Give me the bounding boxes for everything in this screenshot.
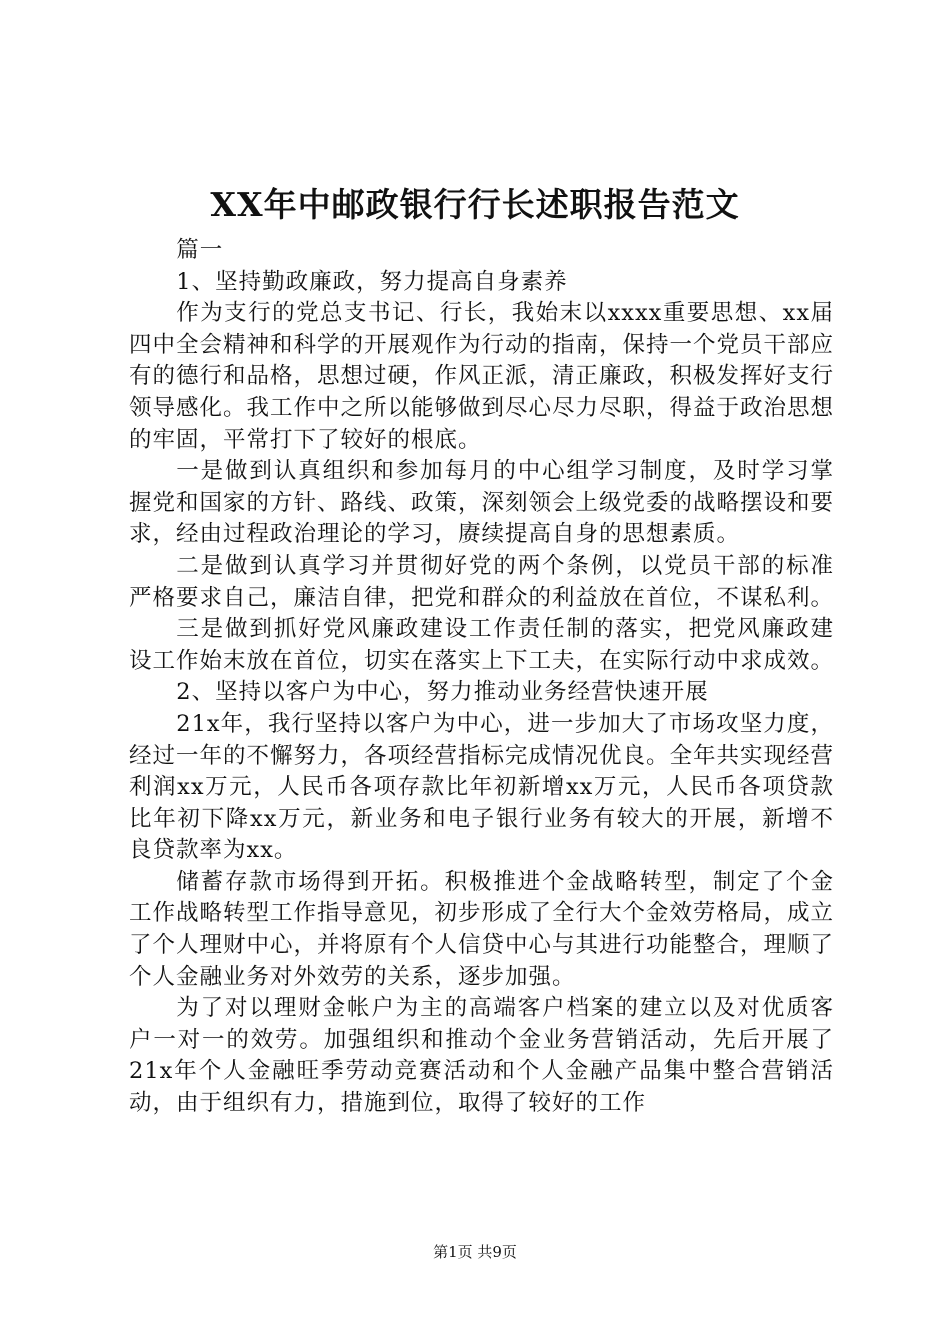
section-heading-2: 2、坚持以客户为中心，努力推动业务经营快速开展: [176, 679, 709, 706]
paragraph: 储蓄存款市场得到开拓。积极推进个金战略转型，制定了个金工作战略转型工作指导意见，初步形成了全行大个金效劳格局，成立了个人理财中心，并将原有个人信贷中心与其进行功能整合，理顺了个人金融业务对外效劳的关系，逐步加强。: [129, 868, 835, 990]
document-title: XX年中邮政银行行长述职报告范文: [210, 185, 740, 224]
page-footer: 第1页 共9页: [433, 1243, 517, 1261]
section-label: 篇一: [176, 237, 224, 263]
paragraph: 一是做到认真组织和参加每月的中心组学习制度，及时学习掌握党和国家的方针、路线、政策，深刻领会上级党委的战略摆设和要求，经由过程政治理论的学习，赓续提高自身的思想素质。: [129, 458, 835, 548]
paragraph: 二是做到认真学习并贯彻好党的两个条例，以党员干部的标准严格要求自己，廉洁自律，把党和群众的利益放在首位，不谋私利。: [129, 552, 835, 611]
section-heading-1: 1、坚持勤政廉政，努力提高自身素养: [176, 268, 568, 295]
paragraph: 为了对以理财金帐户为主的高端客户档案的建立以及对优质客户一对一的效劳。加强组织和推动个金业务营销活动，先后开展了21x年个人金融旺季劳动竞赛活动和个人金融产品集中整合营销活动，由于组织有力，措施到位，取得了较好的工作: [129, 995, 834, 1117]
paragraph: 21x年，我行坚持以客户为中心，进一步加大了市场攻坚力度，经过一年的不懈努力，各项经营指标完成情况优良。全年共实现经营利润xx万元，人民币各项存款比年初新增xx万元，人民币各项贷款比年初下降xx万元，新业务和电子银行业务有较大的开展，新增不良贷款率为xx。: [129, 710, 835, 864]
document-body: [129, 235, 834, 1120]
paragraph: 三是做到抓好党风廉政建设工作责任制的落实，把党风廉政建设工作始末放在首位，切实在落实上下工夫，在实际行动中求成效。: [129, 616, 835, 674]
paragraph: 作为支行的党总支书记、行长，我始末以xxxx重要思想、xx届四中全会精神和科学的开展观作为行动的指南，保持一个党员干部应有的德行和品格，思想过硬，作风正派，清正廉政，积极发挥好支行领导感化。我工作中之所以能够做到尽心尽力尽职，得益于政治思想的牢固，平常打下了较好的根底。: [129, 300, 835, 453]
